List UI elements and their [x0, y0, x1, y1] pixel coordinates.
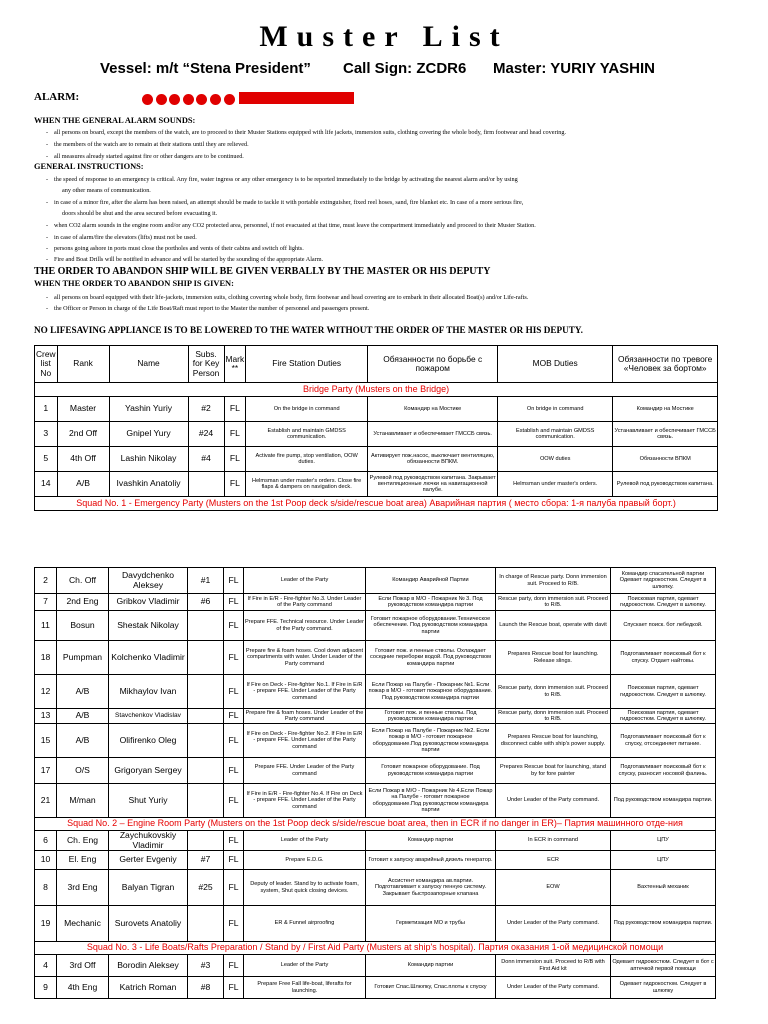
- mob-duty-cell: Under Leader of the Party command.: [496, 906, 611, 942]
- fire-duty-ru-cell: Если Пожар на Палубе - Пожарник №1. Если пожар в М/О - готовит пожарное оборудование. Под руководством командира партии: [366, 675, 496, 709]
- abandon-ship-heading: WHEN THE ORDER TO ABANDON SHIP IS GIVEN:: [34, 279, 234, 288]
- name-cell: Yashin Yuriy: [109, 397, 188, 422]
- header-mob-duties-ru: Обязанности по тревоге «Человек за бортом»: [613, 346, 718, 383]
- table-row: [35, 709, 716, 724]
- instruction-item: - the speed of response to an emergency is critical. Any fire, water ingress or any other emergency is to be reported immediately to the bridge by activating the nearest alarm and/or by using: [46, 176, 518, 183]
- section-header-row: [35, 497, 718, 511]
- header-crew-no: Crew list No: [35, 346, 58, 383]
- crew-no-cell: 14: [35, 472, 58, 497]
- mark-cell: FL: [224, 594, 244, 611]
- fire-duty-cell: If Fire on Deck - Fire-fighter No.1. If Fire in E/R - prepare FFE. Under Leader of the Party command: [244, 675, 366, 709]
- rank-cell: 4th Off: [57, 447, 109, 472]
- mob-duty-ru-cell: Устанавливает и обеспечивает ГМССБ связь.: [613, 422, 718, 447]
- mob-duty-cell: OOW duties: [498, 447, 613, 472]
- header-name: Name: [109, 346, 188, 383]
- header-subs: Subs. for Key Person: [188, 346, 224, 383]
- name-cell: Lashin Nikolay: [109, 447, 188, 472]
- rank-cell: Ch. Eng: [57, 831, 109, 851]
- mob-duty-cell: Donn immersion suit. Proceed to R/B with First Aid kit: [496, 955, 611, 977]
- table-row: [35, 906, 716, 942]
- name-cell: Grigoryan Sergey: [109, 758, 188, 784]
- subs-cell: [188, 709, 224, 724]
- fire-duty-ru-cell: Если Пожар в М/О - Пожарник № 3. Под руководством командира партии: [366, 594, 496, 611]
- fire-duty-ru-cell: Герметизация МО и трубы: [366, 906, 496, 942]
- crew-no-cell: 12: [35, 675, 57, 709]
- mark-cell: FL: [224, 568, 244, 594]
- fire-duty-cell: Helmsman under master's orders. Close fire flaps & dampers on navigation deck.: [246, 472, 368, 497]
- mob-duty-cell: Prepares Rescue boat for launching, stand by for fore painter: [496, 758, 611, 784]
- table-row: [35, 977, 716, 999]
- fire-duty-ru-cell: Рулевой под руководством капитана. Закрывает вентиляционные лючки на навигационной палубе.: [368, 472, 498, 497]
- no-lsa-warning: NO LIFESAVING APPLIANCE IS TO BE LOWERED TO THE WATER WITHOUT THE ORDER OF THE MASTER OR HIS DEPUTY.: [34, 325, 583, 335]
- alarm-long-blast: [239, 92, 354, 104]
- fire-duty-ru-cell: Готовит пож. и пенные стволы. Под руководством командира партии: [366, 709, 496, 724]
- name-cell: Kolchenko Vladimir: [109, 641, 188, 675]
- mark-cell: FL: [224, 472, 246, 497]
- abandon-ship-verbal: THE ORDER TO ABANDON SHIP WILL BE GIVEN VERBALLY BY THE MASTER OR HIS DEPUTY: [34, 266, 491, 277]
- mob-duty-cell: Rescue party, donn immersion suit. Proceed to R/B.: [496, 709, 611, 724]
- rank-cell: M/man: [57, 784, 109, 818]
- mob-duty-ru-cell: Рулевой под руководством капитана.: [613, 472, 718, 497]
- table-row: [35, 724, 716, 758]
- subs-cell: #7: [188, 851, 224, 870]
- fire-duty-ru-cell: Готовит Спас.Шлюпку, Спас.плоты к спуску: [366, 977, 496, 999]
- subs-cell: [188, 675, 224, 709]
- mob-duty-ru-cell: Спускает поиск. бот лебедкой.: [611, 611, 716, 641]
- mob-duty-cell: Under Leader of the Party command.: [496, 784, 611, 818]
- table-row: [35, 397, 718, 422]
- subs-cell: #1: [188, 568, 224, 594]
- fire-duty-cell: On the bridge in command: [246, 397, 368, 422]
- crew-no-cell: 18: [35, 641, 57, 675]
- instruction-text: all measures already started against fire or other dangers are to be continued.: [54, 153, 244, 160]
- mob-duty-ru-cell: Под руководством командира партии.: [611, 784, 716, 818]
- section-header-row: [35, 942, 716, 955]
- mark-cell: FL: [224, 397, 246, 422]
- subs-cell: [188, 724, 224, 758]
- instruction-item: - all persons on board, except the members of the watch, are to proceed to their Muster Stations equipped with life jackets, immersion suits, clothing covering the whole body, firm footwear and head covering.: [46, 129, 566, 136]
- subs-cell: [188, 831, 224, 851]
- rank-cell: A/B: [57, 675, 109, 709]
- subs-cell: [188, 784, 224, 818]
- mob-duty-ru-cell: Командир спасательной партии Одевает гидрокостюм. Следует в шлюпку.: [611, 568, 716, 594]
- mob-duty-ru-cell: Командир на Мостике: [613, 397, 718, 422]
- mob-duty-cell: Helmsman under master's orders.: [498, 472, 613, 497]
- muster-table-top: [34, 345, 718, 511]
- instruction-item: - when CO2 alarm sounds in the engine room and/or any CO2 protected area, personnel, if not evacuated at that time, must leave the compartment immediately and proceed to their Muster Station.: [46, 222, 536, 229]
- crew-no-cell: 10: [35, 851, 57, 870]
- fire-duty-ru-cell: Если Пожар на Палубе - Пожарник №2. Если пожар в М/О - готовит пожарное оборудование.Под руководством командира партии: [366, 724, 496, 758]
- header-fire-duties: Fire Station Duties: [246, 346, 368, 383]
- fire-duty-cell: Prepare fire & foam hoses. Under Leader of the Party command: [244, 709, 366, 724]
- mob-duty-ru-cell: ЦПУ: [611, 851, 716, 870]
- fire-duty-ru-cell: Готовит пожарное оборудование. Под руководством командира партии: [366, 758, 496, 784]
- crew-no-cell: 8: [35, 870, 57, 906]
- general-alarm-heading: WHEN THE GENERAL ALARM SOUNDS:: [34, 116, 196, 125]
- subs-cell: [188, 611, 224, 641]
- mob-duty-ru-cell: Подготавливает поисковый бот к спуску, разносит носовой фалинь.: [611, 758, 716, 784]
- table-row: [35, 870, 716, 906]
- instruction-continuation: doors should be shut and the area secured before evacuating it.: [62, 210, 218, 217]
- fire-duty-cell: ER & Funnel airproofing: [244, 906, 366, 942]
- name-cell: Davydchenko Aleksey: [109, 568, 188, 594]
- alarm-label: ALARM:: [34, 91, 80, 103]
- mob-duty-cell: ECR: [496, 851, 611, 870]
- alarm-dot-icon: [142, 94, 153, 105]
- subs-cell: [188, 472, 224, 497]
- instruction-item: - all measures already started against fire or other dangers are to be continued.: [46, 153, 244, 160]
- name-cell: Borodin Aleksey: [109, 955, 188, 977]
- mark-cell: FL: [224, 724, 244, 758]
- page-title: Muster List: [259, 20, 509, 53]
- rank-cell: A/B: [57, 724, 109, 758]
- rank-cell: Bosun: [57, 611, 109, 641]
- instruction-item: - in case of a minor fire, after the alarm has been raised, an attempt should be made to tackle it with portable extinguisher, fixed reel hoses, sand, fire blanket etc. In case of a more serious fire,: [46, 199, 524, 206]
- alarm-signal: [34, 90, 754, 106]
- mark-cell: FL: [224, 709, 244, 724]
- crew-no-cell: 17: [35, 758, 57, 784]
- table-row: [35, 611, 716, 641]
- rank-cell: 4th Eng: [57, 977, 109, 999]
- instruction-item: - the members of the watch are to remain at their stations until they are relieved.: [46, 141, 249, 148]
- muster-table-bottom: [34, 567, 716, 999]
- mark-cell: FL: [224, 955, 244, 977]
- crew-no-cell: 13: [35, 709, 57, 724]
- mob-duty-ru-cell: Поисковая партия, одевает гидрокостюм. Следует в шлюпку.: [611, 675, 716, 709]
- fire-duty-cell: Leader of the Party: [244, 831, 366, 851]
- mark-cell: FL: [224, 641, 244, 675]
- fire-duty-ru-cell: Активирует пож.насос, выключает вентиляцию, обязанности ВПКМ.: [368, 447, 498, 472]
- header-mark: Mark **: [224, 346, 246, 383]
- mark-cell: FL: [224, 784, 244, 818]
- name-cell: Shestak Nikolay: [109, 611, 188, 641]
- rank-cell: Mechanic: [57, 906, 109, 942]
- crew-no-cell: 7: [35, 594, 57, 611]
- mark-cell: FL: [224, 906, 244, 942]
- mob-duty-ru-cell: Поисковая партия, одевает гидрокостюм. Следует в шлюпку.: [611, 709, 716, 724]
- fire-duty-cell: Leader of the Party: [244, 955, 366, 977]
- instruction-item: - in case of alarm/fire the elevators (lifts) must not be used.: [46, 234, 197, 241]
- mark-cell: FL: [224, 870, 244, 906]
- muster-table-top-body: [35, 346, 718, 511]
- mob-duty-ru-cell: ЦПУ: [611, 831, 716, 851]
- mob-duty-cell: Establish and maintain GMDSS communication.: [498, 422, 613, 447]
- table-row: [35, 641, 716, 675]
- fire-duty-cell: If Fire on Deck - Fire-fighter No.2. If Fire in E/R - prepare FFE. Under Leader of the Party command: [244, 724, 366, 758]
- subs-cell: #2: [188, 397, 224, 422]
- rank-cell: Pumpman: [57, 641, 109, 675]
- table-row: [35, 594, 716, 611]
- instruction-item: - the Officer or Person in charge of the Life Boat/Raft must report to the Master the number of personnel and passengers present.: [46, 305, 370, 312]
- fire-duty-cell: Prepare E.D.G.: [244, 851, 366, 870]
- mob-duty-cell: Prepares Rescue boat for launching. Release slings.: [496, 641, 611, 675]
- fire-duty-cell: Deputy of leader. Stand by to activate foam, system, Shut quick closing devices.: [244, 870, 366, 906]
- mark-cell: FL: [224, 977, 244, 999]
- mob-duty-ru-cell: Подготавливает поисковый бот к спуску, отсоединяет питание.: [611, 724, 716, 758]
- name-cell: Surovets Anatoliy: [109, 906, 188, 942]
- section-label: Bridge Party (Musters on the Bridge): [35, 383, 718, 397]
- mob-duty-ru-cell: Вахтенный механик: [611, 870, 716, 906]
- section-label: Squad No. 3 - Life Boats/Rafts Preparation / Stand by / First Aid Party (Musters at ship's hospital). Партия оказания 1-ой медицинской помощи: [35, 942, 716, 955]
- fire-duty-ru-cell: Командир партии: [366, 955, 496, 977]
- section-header-row: [35, 383, 718, 397]
- mob-duty-cell: Prepares Rescue boat for launching, disconnect cable with ship's power supply.: [496, 724, 611, 758]
- master-name: Master: YURIY YASHIN: [493, 60, 656, 77]
- crew-no-cell: 15: [35, 724, 57, 758]
- alarm-dot-icon: [156, 94, 167, 105]
- instruction-text: persons going ashore in ports must close the portholes and vents of their cabins and switch off lights.: [54, 245, 304, 252]
- table-row: [35, 851, 716, 870]
- mob-duty-cell: In charge of Rescue party. Donn immersion suit. Proceed to R/B.: [496, 568, 611, 594]
- instruction-item: - persons going ashore in ports must close the portholes and vents of their cabins and switch off lights.: [46, 245, 304, 252]
- instruction-text: when CO2 alarm sounds in the engine room and/or any CO2 protected area, personnel, if not evacuated at that time, must leave the compartment immediately and proceed to their Muster Station.: [54, 222, 536, 229]
- fire-duty-cell: Prepare fire & foam hoses. Cool down adjacent compartments with water. Under Leader of the Party command: [244, 641, 366, 675]
- instruction-text: in case of a minor fire, after the alarm has been raised, an attempt should be made to tackle it with portable extinguisher, fixed reel hoses, sand, fire blanket etc. In case of a more serious fire,: [54, 199, 524, 206]
- table-row: [35, 568, 716, 594]
- fire-duty-cell: Prepare FFE. Under Leader of the Party command: [244, 758, 366, 784]
- alarm-dot-icon: [196, 94, 207, 105]
- instruction-item: - all persons on board equipped with their life-jackets, immersion suits, clothing covering whole body, firm footwear and head covering are to embark in their allocated Boat(s) and/or Life-rafts.: [46, 294, 529, 301]
- name-cell: Balyan Tigran: [109, 870, 188, 906]
- table-row: [35, 758, 716, 784]
- fire-duty-ru-cell: Ассистент командира ав.партии. Подготавливает к запуску пенную систему. Закрывает быстрозапорные клапана: [366, 870, 496, 906]
- rank-cell: El. Eng: [57, 851, 109, 870]
- mob-duty-ru-cell: Поисковая партия, одевает гидрокостюм. Следует в шлюпку.: [611, 594, 716, 611]
- rank-cell: A/B: [57, 709, 109, 724]
- alarm-dot-icon: [210, 94, 221, 105]
- fire-duty-cell: Prepare Free Fall life-boat, liferafts for launching.: [244, 977, 366, 999]
- instruction-text: in case of alarm/fire the elevators (lifts) must not be used.: [54, 234, 197, 241]
- table-row: [35, 955, 716, 977]
- mark-cell: FL: [224, 447, 246, 472]
- section-header-row: [35, 818, 716, 831]
- fire-duty-cell: Establish and maintain GMDSS communication.: [246, 422, 368, 447]
- mob-duty-ru-cell: Одевает гидрокостюм. Следует в шлюпку: [611, 977, 716, 999]
- instruction-item: - Fire and Boat Drills will be notified in advance and will be started by the sounding of the appropriate Alarm.: [46, 256, 324, 263]
- name-cell: Zaychukovskiy Vladimir: [109, 831, 188, 851]
- mark-cell: FL: [224, 831, 244, 851]
- instruction-text: all persons on board, except the members of the watch, are to proceed to their Muster Stations equipped with life jackets, immersion suits, clothing covering the whole body, firm footwear and head covering.: [54, 129, 566, 136]
- table-row: [35, 422, 718, 447]
- mark-cell: FL: [224, 422, 246, 447]
- instruction-text: the Officer or Person in charge of the Life Boat/Raft must report to the Master the number of personnel and passengers present.: [54, 305, 370, 312]
- table-row: [35, 472, 718, 497]
- crew-no-cell: 9: [35, 977, 57, 999]
- subs-cell: #6: [188, 594, 224, 611]
- crew-no-cell: 2: [35, 568, 57, 594]
- name-cell: Stavchenkov Vladislav: [109, 709, 188, 724]
- mark-cell: FL: [224, 851, 244, 870]
- fire-duty-cell: Prepare FFE. Technical resource. Under Leader of the Party command.: [244, 611, 366, 641]
- instruction-text: the members of the watch are to remain at their stations until they are relieved.: [54, 141, 249, 148]
- muster-table-bottom-body: [35, 568, 716, 999]
- section-label: Squad No. 1 - Emergency Party (Musters on the 1st Poop deck s/side/rescue boat area) Аварийная партия ( место сбора: 1-я палуба правый борт.): [35, 497, 718, 511]
- name-cell: Gribkov Vladimir: [109, 594, 188, 611]
- name-cell: Olifirenko Oleg: [109, 724, 188, 758]
- call-sign: Call Sign: ZCDR6: [343, 60, 467, 77]
- mark-cell: FL: [224, 758, 244, 784]
- mob-duty-cell: Under Leader of the Party command.: [496, 977, 611, 999]
- table-row: [35, 831, 716, 851]
- mark-cell: FL: [224, 611, 244, 641]
- table-row: [35, 447, 718, 472]
- subs-cell: #4: [188, 447, 224, 472]
- subs-cell: #3: [188, 955, 224, 977]
- instruction-text: Fire and Boat Drills will be notified in advance and will be started by the sounding of the appropriate Alarm.: [54, 256, 324, 263]
- rank-cell: Ch. Off: [57, 568, 109, 594]
- fire-duty-cell: Leader of the Party: [244, 568, 366, 594]
- header-mob-duties: MOB Duties: [498, 346, 613, 383]
- rank-cell: 2nd Off: [57, 422, 109, 447]
- crew-no-cell: 3: [35, 422, 58, 447]
- alarm-dot-icon: [183, 94, 194, 105]
- table-header-row: [35, 346, 718, 383]
- fire-duty-ru-cell: Если Пожар в М/О - Пожарник № 4.Если Пожар на Палубе - готовит пожарное оборудование.Под руководством командира партии: [366, 784, 496, 818]
- mob-duty-cell: Rescue party, donn immersion suit. Proceed to R/B.: [496, 594, 611, 611]
- table-row: [35, 675, 716, 709]
- header-rank: Rank: [57, 346, 109, 383]
- instruction-continuation: any other means of communication.: [62, 187, 151, 194]
- name-cell: Katrich Roman: [109, 977, 188, 999]
- name-cell: Ivashkin Anatoliy: [109, 472, 188, 497]
- subs-cell: [188, 641, 224, 675]
- fire-duty-cell: If Fire in E/R - Fire-fighter No.3. Under Leader of the Party command: [244, 594, 366, 611]
- subs-cell: #8: [188, 977, 224, 999]
- fire-duty-ru-cell: Готовит к запуску аварийный дизель генератор.: [366, 851, 496, 870]
- alarm-short-blasts: [142, 92, 237, 110]
- instruction-text: all persons on board equipped with their life-jackets, immersion suits, clothing covering whole body, firm footwear and head covering are to embark in their allocated Boat(s) and/or Life-rafts.: [54, 294, 529, 301]
- fire-duty-ru-cell: Готовит пож. и пенные стволы. Охлаждает соседние переборки водой. Под руководством командира партии: [366, 641, 496, 675]
- fire-duty-ru-cell: Командир партии: [366, 831, 496, 851]
- rank-cell: Master: [57, 397, 109, 422]
- instruction-text: the speed of response to an emergency is critical. Any fire, water ingress or any other emergency is to be reported immediately to the bridge by activating the nearest alarm and/or by using: [54, 176, 518, 183]
- alarm-dot-icon: [224, 94, 235, 105]
- mob-duty-ru-cell: Обязанности ВПКМ: [613, 447, 718, 472]
- name-cell: Gnipel Yury: [109, 422, 188, 447]
- vessel-name: Vessel: m/t “Stena President”: [100, 60, 311, 77]
- header-fire-duties-ru: Обязанности по борьбе с пожаром: [368, 346, 498, 383]
- subs-cell: #24: [188, 422, 224, 447]
- rank-cell: 3rd Off: [57, 955, 109, 977]
- mob-duty-cell: Rescue party, donn immersion suit. Proceed to R/B.: [496, 675, 611, 709]
- crew-no-cell: 4: [35, 955, 57, 977]
- mob-duty-ru-cell: Под руководством командира партии.: [611, 906, 716, 942]
- crew-no-cell: 19: [35, 906, 57, 942]
- mark-cell: FL: [224, 675, 244, 709]
- fire-duty-ru-cell: Готовит пожарное оборудование.Техническое обеспечение. Под руководством командира партии: [366, 611, 496, 641]
- rank-cell: A/B: [57, 472, 109, 497]
- mob-duty-cell: EOW: [496, 870, 611, 906]
- rank-cell: O/S: [57, 758, 109, 784]
- fire-duty-cell: Activate fire pump, stop ventilation, OOW duties.: [246, 447, 368, 472]
- subs-cell: [188, 906, 224, 942]
- subs-cell: #25: [188, 870, 224, 906]
- subs-cell: [188, 758, 224, 784]
- crew-no-cell: 21: [35, 784, 57, 818]
- mob-duty-cell: In ECR in command: [496, 831, 611, 851]
- mob-duty-cell: On bridge in command: [498, 397, 613, 422]
- fire-duty-ru-cell: Устанавливает и обеспечивает ГМССБ связь.: [368, 422, 498, 447]
- name-cell: Gerter Evgeniy: [109, 851, 188, 870]
- rank-cell: 3rd Eng: [57, 870, 109, 906]
- name-cell: Shut Yuriy: [109, 784, 188, 818]
- name-cell: Mikhaylov Ivan: [109, 675, 188, 709]
- mob-duty-ru-cell: Подготавливает поисковый бот к спуску. Отдает найтовы.: [611, 641, 716, 675]
- crew-no-cell: 1: [35, 397, 58, 422]
- fire-duty-ru-cell: Командир Аварийной Партии: [366, 568, 496, 594]
- crew-no-cell: 11: [35, 611, 57, 641]
- fire-duty-ru-cell: Командир на Мостике: [368, 397, 498, 422]
- table-row: [35, 784, 716, 818]
- crew-no-cell: 6: [35, 831, 57, 851]
- rank-cell: 2nd Eng: [57, 594, 109, 611]
- mob-duty-cell: Launch the Rescue boat, operate with davit: [496, 611, 611, 641]
- alarm-dot-icon: [169, 94, 180, 105]
- fire-duty-cell: If Fire in E/R - Fire-fighter No.4. If Fire on Deck - prepare FFE. Under Leader of the Party command: [244, 784, 366, 818]
- section-label: Squad No. 2 – Engine Room Party (Musters on the 1st Poop deck s/side/rescue boat area, then in ECR if no danger in ER)– Партия машинного отде-ния: [35, 818, 716, 831]
- mob-duty-ru-cell: Одевает гидрокостюм. Следует в бот с аптечкой первой помощи: [611, 955, 716, 977]
- general-instructions-heading: GENERAL INSTRUCTIONS:: [34, 162, 144, 171]
- crew-no-cell: 5: [35, 447, 58, 472]
